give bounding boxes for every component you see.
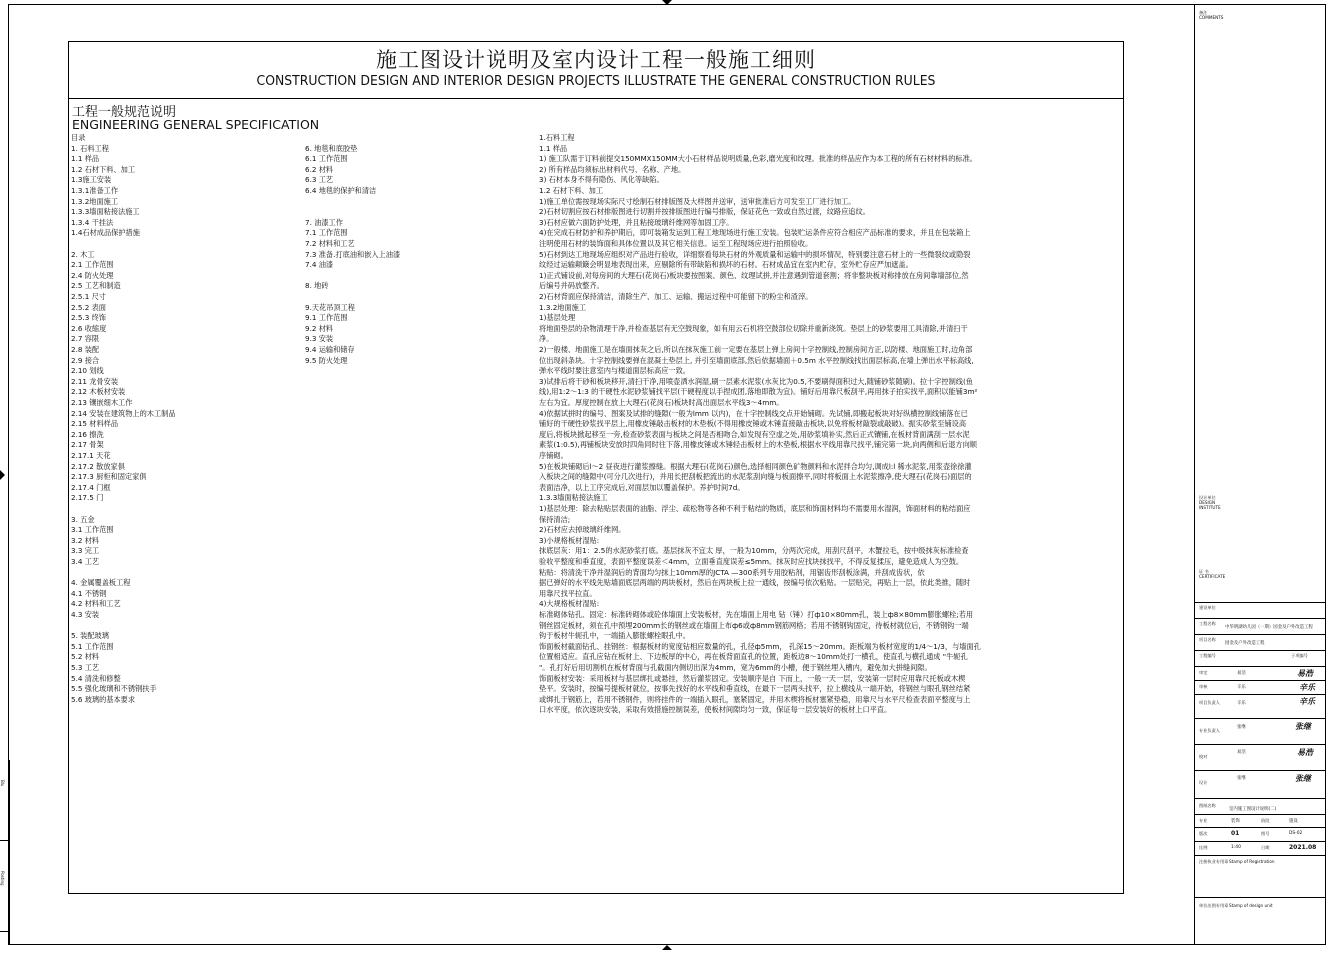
toc-item: 6. 地毯和底胶垫 (305, 143, 358, 153)
spec-line: 抹底层灰：用1：2.5的水泥砂浆打底。基层抹灰不宜太 厚，一般为10mm，分两次完成，用刮尺刮平，木蟹拉毛，按中级抹灰标准检查 (539, 546, 969, 556)
spec-line: 1)基层处理 (539, 313, 576, 323)
toc-item: 2.14 安装在建筑物上的木工制品 (71, 408, 176, 418)
spec-line: 4)依据试拼时的编号、图案及试排的缝隙(一般为lmm 以内)，在十字控制线交点开始铺砌。先试铺,即搬起板块对好纵横控制线铺落在已 (539, 408, 968, 418)
spec-line: 钢丝固定板材，须在孔中预埋200mm长的钢丝或在墙面上布ф6或ф8mm钢筋网格；若用不锈钢钩固定，待板材就位后，不锈钢钩一端 (539, 620, 969, 630)
page-title-english: CONSTRUCTION DESIGN AND INTERIOR DESIGN PROJECTS ILLUSTRATE THE GENERAL CONSTRUCTION RULES (256, 73, 936, 89)
toc-item: 2.5.1 尺寸 (71, 292, 106, 301)
toc-item: 2.17.5 门 (71, 493, 104, 503)
top-center-marker-icon (662, 0, 672, 5)
spec-line: 1.石料工程 (539, 133, 575, 142)
spec-line: 左右为宜。厚度控制在放上大理石(花岗石)板块时高出面层水平线3～4mm。 (539, 398, 784, 407)
spec-line: 1.3.2地面施工 (539, 302, 587, 312)
spec-line: "。孔打好后用切割机在板材背面与孔截面内侧切出深为4mm，宽为6mm的小槽，便于钢丝埋入槽内，避免加大拼缝间隙。 (539, 663, 932, 672)
manager-signature-icon: 辛乐 (1299, 696, 1315, 706)
spec-line: 饰面板材安装：采用板材与基层绑扎或悬挂，然后灌浆固定。安装顺序是自 下而上，一般一天一层，安装第一层时应用靠尺托板或木楔 (539, 673, 966, 683)
toc-item: 6.4 地毯的保护和清洁 (305, 186, 377, 195)
stage: 施设 (1289, 819, 1298, 824)
spec-line: 1)正式铺设前,对每房间的大理石(花岗石)板块要按图案、颜色、纹理试拼,并注意遇到管道套割；将非整块板对称排放在房间靠墙部位,然 (539, 270, 969, 280)
spec-line: 1)施工单位需按现场实际尺寸绘制石材排版图及大样图并送审，送审批准后方可发至工厂进行加工。 (539, 196, 856, 206)
title-divider (69, 98, 1123, 99)
version: 01 (1231, 830, 1240, 837)
toc-item: 5.3 工艺 (71, 663, 100, 672)
approved-signature-icon: 易浩 (1297, 668, 1313, 678)
spec-line: 将地面垫层的杂物清理干净,并检查基层有无空鼓现象，如有用云石机将空鼓部位切除并重新浇筑。垫层上的砂浆要用工具清除,并清扫干 (539, 323, 968, 333)
toc-item: 5.2 材料 (71, 652, 100, 662)
toc-item: 1.3施工安装 (71, 175, 112, 185)
toc-item: 7.3 准备.打底油和嵌入上油漆 (305, 249, 401, 259)
checked-name: 易浩 (1237, 750, 1246, 755)
spec-line: 表面洁净，以上工序完成后,对面层加以覆盖保护。养护时间7d。 (539, 482, 745, 492)
toc-item: 6.1 工作范围 (305, 154, 348, 164)
left-strip-cell (0, 780, 9, 841)
approved-name: 易浩 (1237, 671, 1246, 676)
toc-item: 2.7 容限 (71, 334, 100, 344)
toc-item: 1.3.3墙面粘接法施工 (71, 207, 140, 217)
toc-item: 4. 金属覆盖板工程 (71, 578, 131, 588)
toc-item: 2.9 接合 (71, 355, 100, 365)
toc-item: 1.2 石材下料、加工 (71, 164, 136, 174)
toc-item: 8. 地砖 (305, 281, 329, 291)
manager-label: 项目负责人 (1199, 700, 1220, 705)
spec-line: 1)基层处理：除去粘贴层表面的油脂、浮尘、疏松物等各种不利于粘结的物质，底层和饰面材料均不需要用水湿润，饰面材料的粘结面应 (539, 504, 971, 513)
toc-item: 2.16 擦洗 (71, 429, 104, 439)
manager-name: 辛乐 (1237, 701, 1246, 706)
left-center-marker-icon (0, 470, 5, 480)
discipline: 装饰 (1231, 819, 1240, 824)
spec-line: 入板块之间的缝隙中(可分几次进行)，并用长把刮板把流出的水泥浆刮向缝与板面擦平,同时将板面上水泥浆擦净,使大理石(花岗石)面层的 (539, 472, 972, 482)
professional-signature-icon: 张继 (1295, 721, 1311, 731)
toc-item: 2.12 木板材安装 (71, 387, 126, 397)
toc-item: 9.1 工作范围 (305, 313, 348, 323)
spec-line: 1) 施工队需于订料前提交150MMX150MM大小石材样品说明质量,色彩,磨光度和纹理。批准的样品应作为本工程的所有石材材料的标准。 (539, 154, 977, 164)
spec-line: 3)石材应做六面防护处理，并且粘接玻璃纤维网等加固工序。 (539, 217, 734, 227)
toc-item: 5.5 强化玻璃和不锈钢扶手 (71, 684, 157, 694)
toc-item: 7. 油漆工作 (305, 217, 343, 227)
toc-item: 5.1 工作范围 (71, 641, 114, 651)
spec-line: 位置相适应。直孔应钻在板材上、下边板厚的中心，再在板背面直孔的位置，距板边8～10mm处打一横孔，使直孔与横孔通成 "牛轭孔 (539, 652, 968, 662)
designer-label: 设计 (1199, 780, 1208, 785)
toc-item: 2.8 装配 (71, 345, 100, 354)
version-label: 版次 (1199, 831, 1208, 836)
spec-line: 素浆(1:0.5),再铺板块安放时四角同时往下落,用橡皮锤或木锤轻击板材上的木垫板,根据水平线用靠尺找平,铺完第一块,向两侧和后退方向顺 (539, 440, 977, 450)
toc-item: 3.2 材料 (71, 535, 100, 545)
certificate-label: 证 书 CERTIFICATE (1199, 569, 1226, 579)
spec-line: 铺好的干硬性砂浆找平层上,用橡皮锤敲击板材的木垫板(不得用橡皮锤或木锤直接敲击板块,以免将板材敲裂或敲破)。振实砂浆至铺设高 (539, 419, 967, 429)
subitem-no-label: 子项编号 (1291, 653, 1308, 658)
spec-line: 用靠尺找平拉直。 (539, 588, 597, 598)
toc-item: 2. 木工 (71, 249, 95, 259)
verified-signature-icon: 辛乐 (1299, 682, 1315, 692)
spec-line: 垫平。安装时，按编号提板材就位，按事先找好的水平线和垂直线，在最下一层两头找平，拉上横线从一端开始，将钢丝与眼孔钢丝结紧 (539, 684, 971, 694)
drawing-no-label: 图号 (1261, 831, 1270, 836)
spec-line: 3) 石材本身不得有隐伤、风化等缺陷。 (539, 175, 664, 185)
toc-item: 9.天花吊顶工程 (305, 302, 355, 312)
design-unit-label: 设计单位 DESIGN INSTITUTE (1199, 495, 1221, 510)
toc-item: 3.4 工艺 (71, 557, 100, 566)
left-strip-label: Blu (0, 780, 5, 787)
spec-line: 2)石材切割应按石材排版图进行切割并按排版图进行编号排版，保证花色一致或自然过渡，纹路应追纹。 (539, 207, 870, 217)
toc-item: 1.4石材成品保护措施 (71, 228, 140, 238)
toc-item: 2.5.3 终饰 (71, 313, 106, 323)
spec-line: 序铺砌。 (539, 451, 568, 460)
section-title-english: ENGINEERING GENERAL SPECIFICATION (72, 117, 320, 132)
toc-item: 2.4 防火处理 (71, 270, 114, 280)
verified-name: 辛乐 (1237, 685, 1246, 690)
toc-item: 2.17 骨架 (71, 440, 104, 450)
spec-line: 2)石材背面应保持清洁，清除生产、加工、运输、搬运过程中可能留下的粉尘和渣滓。 (539, 292, 813, 301)
content-frame (68, 41, 1124, 894)
professional-label: 专业负责人 (1199, 728, 1220, 733)
spec-line: 3)试排后将干砂和板块移开,清扫干净,用喷壶洒水润湿,刷一层素水泥浆(水灰比为0.5,不要刷得面积过大,随铺砂浆随刷)。拉十字控制线(鱼 (539, 376, 973, 386)
spec-line: 据已弹好的水平线先贴墙面底层两端的两块板材，然后在两块板上拉一通线，按编号依次粘贴。一层贴完，再贴上一层，依此类推，随时 (539, 578, 971, 588)
discipline-label: 专业 (1199, 818, 1208, 823)
spec-line: 或绑扎于钢筋上，若用不锈钢件，则将挂件的一端插入眼孔，塞紧固定，并用木楔将板材塞紧垫稳，用靠尺与水平尺检查表面平整度与上 (539, 694, 971, 704)
project-label: 工程名称 (1199, 621, 1216, 626)
title-block (1194, 4, 1326, 945)
spec-line: 1.2 石材下料、加工 (539, 186, 604, 195)
client-label: 建设单位 (1199, 605, 1216, 610)
toc-item: 2.17.1 天花 (71, 451, 111, 460)
spec-line: 度后,将板块掀起移至一旁,检查砂浆表面与板块之间是否相吻合,如发现有空虚之处,用砂浆填补实,然后正式镶铺,在板材背面满刮一层水泥 (539, 429, 970, 439)
toc-item: 2.15 材料样品 (71, 419, 119, 429)
toc-item: 1.1 样品 (71, 154, 100, 164)
scale: 1:40 (1231, 845, 1241, 850)
spec-line: 钩于板材牛轭孔中，一端插入膨胀螺栓眼孔中。 (539, 631, 690, 641)
toc-item: 5. 装配玻璃 (71, 631, 109, 641)
spec-line: 5)石材到达工地现场应组织对产品进行验收，详细察看每块石材的外观质量和运输中的损坏情况，特别要注意石材上的一些微裂纹或隐裂 (539, 249, 971, 259)
spec-line: 净。 (539, 334, 554, 344)
spec-line: 饰面板材截面钻孔、挂钢丝：根据板材的宽度钻相应数量的孔，孔径ф5mm， 孔深15～20mm。距板端为板材宽度的1/4～1/3，与墙面孔 (539, 641, 981, 651)
spec-line: 保持清洁; (539, 514, 571, 524)
spec-line: 1.1 样品 (539, 143, 568, 153)
toc-item: 4.1 不锈钢 (71, 588, 107, 598)
toc-item: 2.10 划线 (71, 366, 104, 376)
drawing-no: DS-02 (1289, 831, 1303, 836)
spec-line: 验收平整度和垂直度，表面平整度误差＜4mm，立面垂直度误差≤5mm。抹灰时应找块抹找平，不得反复揉压，避免造成人为空鼓。 (539, 557, 964, 566)
designer-signature-icon: 张继 (1295, 773, 1311, 783)
spec-line: 2)一般楼、地面施工是在墙面抹灰之后,所以在抹灰施工前一定要在基层上弹上房间十字控制线,控制房间方正,以防楼、地面施工时,边角部 (539, 345, 973, 354)
spec-line: 位出现斜条块。十字控制线要弹在混凝土垫层上, 并引至墙面底部,然后依据墙面＋0.5m 水平控制线找出面层标高,在墙上弹出水平标高线, (539, 355, 974, 365)
toc-item: 3.3 完工 (71, 546, 100, 556)
drawing-title: 室内施工图设计说明(二) (1229, 807, 1277, 812)
spec-line: 3)小规格板材湿贴: (539, 535, 600, 545)
toc-item: 7.4 油漆 (305, 260, 334, 270)
toc-item: 2.17.2 散放家俱 (71, 461, 125, 471)
subproject-label: 项目名称 (1199, 637, 1216, 642)
verified-label: 审核 (1199, 684, 1208, 689)
spec-line: 口水平度，依次逐块安装，采取有效措施控制误差，使板材间隙均匀一致，保证每一层安装好的板材上口平直。 (539, 705, 892, 715)
toc-item: 2.13 镶嵌细木工作 (71, 398, 133, 407)
toc-item: 1.3.4 干挂法 (71, 217, 114, 227)
project-name: 中华明湖幼儿园（一期）园金及户外改造工程 (1225, 625, 1313, 630)
professional-name: 张继 (1237, 725, 1246, 730)
spec-line: 线),用1:2～1:3 的干硬性水泥砂浆铺找平层(干硬程度以手捏成团,落地即散为宜)。铺好后用靠尺板刮平,再用抹子拍实找平,面积以能铺3m² (539, 387, 978, 397)
spec-line: 弹水平线时要注意室内与楼道面层标高应一致。 (539, 366, 690, 376)
toc-item: 7.2 材料和工艺 (305, 239, 355, 248)
toc-item: 2.6 收缩度 (71, 323, 107, 333)
spec-line: 2)石材应去掉玻璃纤维网。 (539, 525, 626, 535)
spec-line: 4)大规格板材湿贴: (539, 599, 600, 609)
stage-label: 阶段 (1261, 818, 1270, 823)
spec-line: 后编号并码放整齐。 (539, 281, 604, 291)
toc-item: 6.2 材料 (305, 164, 334, 174)
toc-item: 9.2 材料 (305, 323, 334, 333)
spec-line: 注明使用石材的装饰面和具体位置以及其它相关信息。运至工程现场应进行拍照验收。 (539, 239, 813, 248)
approved-label: 审定 (1199, 670, 1208, 675)
date: 2021.08 (1289, 844, 1317, 851)
toc-item: 4.3 安装 (71, 610, 100, 619)
spec-line: 粘贴：将清洗干净并湿润后的背面均匀抹上10mm厚的JCTA —300系列专用胶粘剂，用锯齿形刮板涂满，并刮成齿状，依 (539, 567, 925, 577)
drawing-title-label: 图纸名称 (1199, 803, 1216, 808)
spec-line: 标准砌体钻孔、固定：标准砖砌体或砼体墙面上安装板材，先在墙面上用电 钻（锤）打ф10×80mm孔，装上ф8×80mm膨胀螺栓;若用 (539, 610, 974, 619)
spec-line: 纹经过运输颠簸会明显地表现出来，应剔除所有带缺陷和损坏的石材。石材成品宜在室内贮存，室外贮存应严加遮盖。 (539, 260, 913, 270)
toc-item: 2.5 工艺和制造 (71, 281, 121, 291)
toc-item: 9.4 运输和储存 (305, 345, 355, 354)
spec-line: 4)在完成石材防护和养护期后，即可装箱发运到工程工地现场进行施工安装。包装贮运条件应符合相应产品标准的要求，并且在包装箱上 (539, 228, 971, 238)
toc-item: 9.3 安装 (305, 334, 334, 344)
section-title: 工程一般规范说明 (72, 105, 177, 120)
subproject-name: 园金及户外改造工程 (1225, 641, 1265, 646)
date-label: 日期 (1261, 845, 1270, 850)
toc-item: 6.3 工艺 (305, 175, 334, 185)
stamp-label-english: Stamp of design unit (1229, 903, 1273, 908)
toc-item: 2.17.3 厨柜和固定家俱 (71, 472, 147, 482)
toc-item: 9.5 防火处理 (305, 355, 348, 365)
toc-item: 2.1 工作范围 (71, 260, 114, 270)
toc-item: 2.11 龙骨安装 (71, 376, 119, 386)
toc-item: 2.17.4 门框 (71, 482, 111, 492)
remarks-label: 备注 COMMENTS (1199, 10, 1224, 20)
toc-item: 3.1 工作范围 (71, 525, 114, 535)
spec-line: 5)在板块铺砌后l～2 昼夜进行灌浆擦缝。根据大理石(花岗石)颜色,选择相同颜色矿物颜料和水泥拌合均匀,调成l:l 稀水泥浆,用浆壶徐徐灌 (539, 461, 972, 471)
scale-label: 比例 (1199, 845, 1208, 850)
left-margin-strip (0, 760, 10, 945)
checked-signature-icon: 易浩 (1297, 747, 1313, 757)
toc-item: 2.5.2 表面 (71, 302, 106, 312)
registration-label: 注册执业专用章 (1199, 859, 1229, 864)
checked-label: 校对 (1199, 754, 1208, 759)
project-no-label: 工程编号 (1199, 653, 1216, 658)
bottom-center-marker-icon (662, 945, 672, 950)
stamp-label: 单位出图专用章 (1199, 903, 1229, 908)
registration-label-english: Stamp of Registration (1229, 859, 1275, 864)
toc-item: 1.3.1准备工作 (71, 186, 119, 195)
toc-item: 5.6 玻璃的基本要求 (71, 694, 136, 704)
spec-line: 2) 所有样品均须标出材料代号、名称、产地。 (539, 164, 686, 174)
toc-item: 4.2 材料和工艺 (71, 599, 121, 609)
left-strip-label: Posting (0, 871, 5, 886)
toc-item: 3. 五金 (71, 514, 95, 524)
page-title: 施工图设计说明及室内设计工程一般施工细则 (376, 48, 816, 72)
designer-name: 张继 (1237, 776, 1246, 781)
toc-item: 1.3.2地面施工 (71, 196, 119, 206)
left-strip-cell (0, 871, 9, 932)
toc-item: 5.4 清洗和修整 (71, 673, 121, 683)
toc-item: 目录 (71, 133, 86, 142)
toc-item: 7.1 工作范围 (305, 228, 348, 238)
spec-line: 1.3.3墙面粘接法施工 (539, 493, 608, 503)
toc-item: 1. 石料工程 (71, 143, 109, 153)
